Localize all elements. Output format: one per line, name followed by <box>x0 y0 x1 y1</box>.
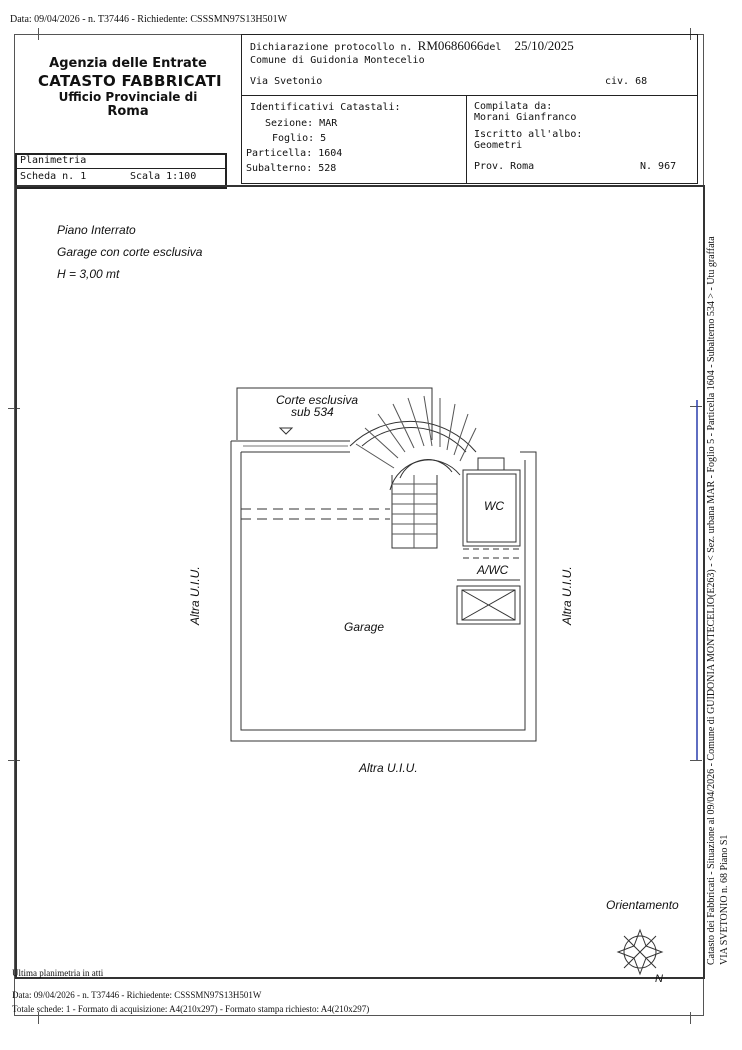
scala-label: Scala 1:100 <box>130 171 197 182</box>
prov-label: Prov. Roma <box>474 161 535 172</box>
ufficio-label: Ufficio Provinciale di <box>58 89 198 104</box>
garage-label: Garage <box>344 620 385 634</box>
scheda-label: Scheda n. 1 <box>20 171 87 182</box>
north-label: N <box>655 973 663 985</box>
civ-label: civ. 68 <box>605 76 648 87</box>
side-text-line1: Catasto dei Fabbricati - Situazione al 09/04/2026 - Comune di GUIDONIA MONTECELIO(E263) - < Sez. urbana MAR - Foglio 5 - Particella 1604 - Subalterno 534 > - Utu graffata <box>706 236 717 965</box>
footer-totale-line: Totale schede: 1 - Formato di acquisizione: A4(210x297) - Formato stampa richiesto: A4(210x297) <box>12 1004 370 1014</box>
height-note: H = 3,00 mt <box>57 267 120 281</box>
catasto-title: CATASTO FABBRICATI <box>38 71 222 90</box>
corte-label: Corte esclusiva <box>276 393 359 407</box>
comune-label: Comune di Guidonia Montecelio <box>250 55 425 66</box>
compilata-label: Compilata da: <box>474 101 553 112</box>
protocollo-date: 25/10/2025 <box>514 38 574 53</box>
piano-note: Piano Interrato <box>57 223 136 237</box>
particella-value: Particella: 1604 <box>246 148 343 159</box>
altra-bottom-label: Altra U.I.U. <box>359 761 418 775</box>
inner-wall <box>241 452 525 730</box>
iscritto-label: Iscritto all'albo: <box>474 129 583 140</box>
via-label: Via Svetonio <box>250 76 323 87</box>
ufficio-city: Roma <box>107 103 149 119</box>
sezione-value: Sezione: MAR <box>265 118 338 129</box>
planimetria-label: Planimetria <box>20 155 87 166</box>
iscritto-value: Geometri <box>474 140 523 151</box>
footer-data-line: Data: 09/04/2026 - n. T37446 - Richiedente: CSSSMN97S13H501W <box>12 990 262 1000</box>
compass-rose <box>618 930 662 974</box>
ultima-planimetria: Ultima planimetria in atti <box>12 968 104 978</box>
awc-label: A/WC <box>477 563 509 577</box>
garage-note: Garage con corte esclusiva <box>57 245 203 259</box>
protocollo-number: RM0686066 <box>417 38 484 53</box>
orientamento-label: Orientamento <box>606 898 679 912</box>
stair-arc-inner <box>390 460 460 490</box>
altra-right-label: Altra U.I.U. <box>560 566 574 625</box>
num-label: N. 967 <box>640 161 677 172</box>
dichiarazione-label: Dichiarazione protocollo n. <box>250 42 413 53</box>
wc-label: WC <box>484 499 504 513</box>
compilata-name: Morani Gianfranco <box>474 112 577 123</box>
side-text-line2: VIA SVETONIO n. 68 Piano S1 <box>719 834 730 965</box>
corte-marker <box>280 428 292 434</box>
top-info-line: Data: 09/04/2026 - n. T37446 - Richiedente: CSSSMN97S13H501W <box>10 14 288 25</box>
corte-sub-label: sub 534 <box>291 405 334 419</box>
foglio-value: Foglio: 5 <box>272 133 327 144</box>
subalterno-value: Subalterno: 528 <box>246 163 337 174</box>
altra-left-label: Altra U.I.U. <box>188 566 202 625</box>
del-label: del <box>483 42 502 53</box>
outer-wall <box>231 441 536 741</box>
agency-name: Agenzia delle Entrate <box>49 56 207 71</box>
identificativi-label: Identificativi Catastali: <box>250 102 401 113</box>
